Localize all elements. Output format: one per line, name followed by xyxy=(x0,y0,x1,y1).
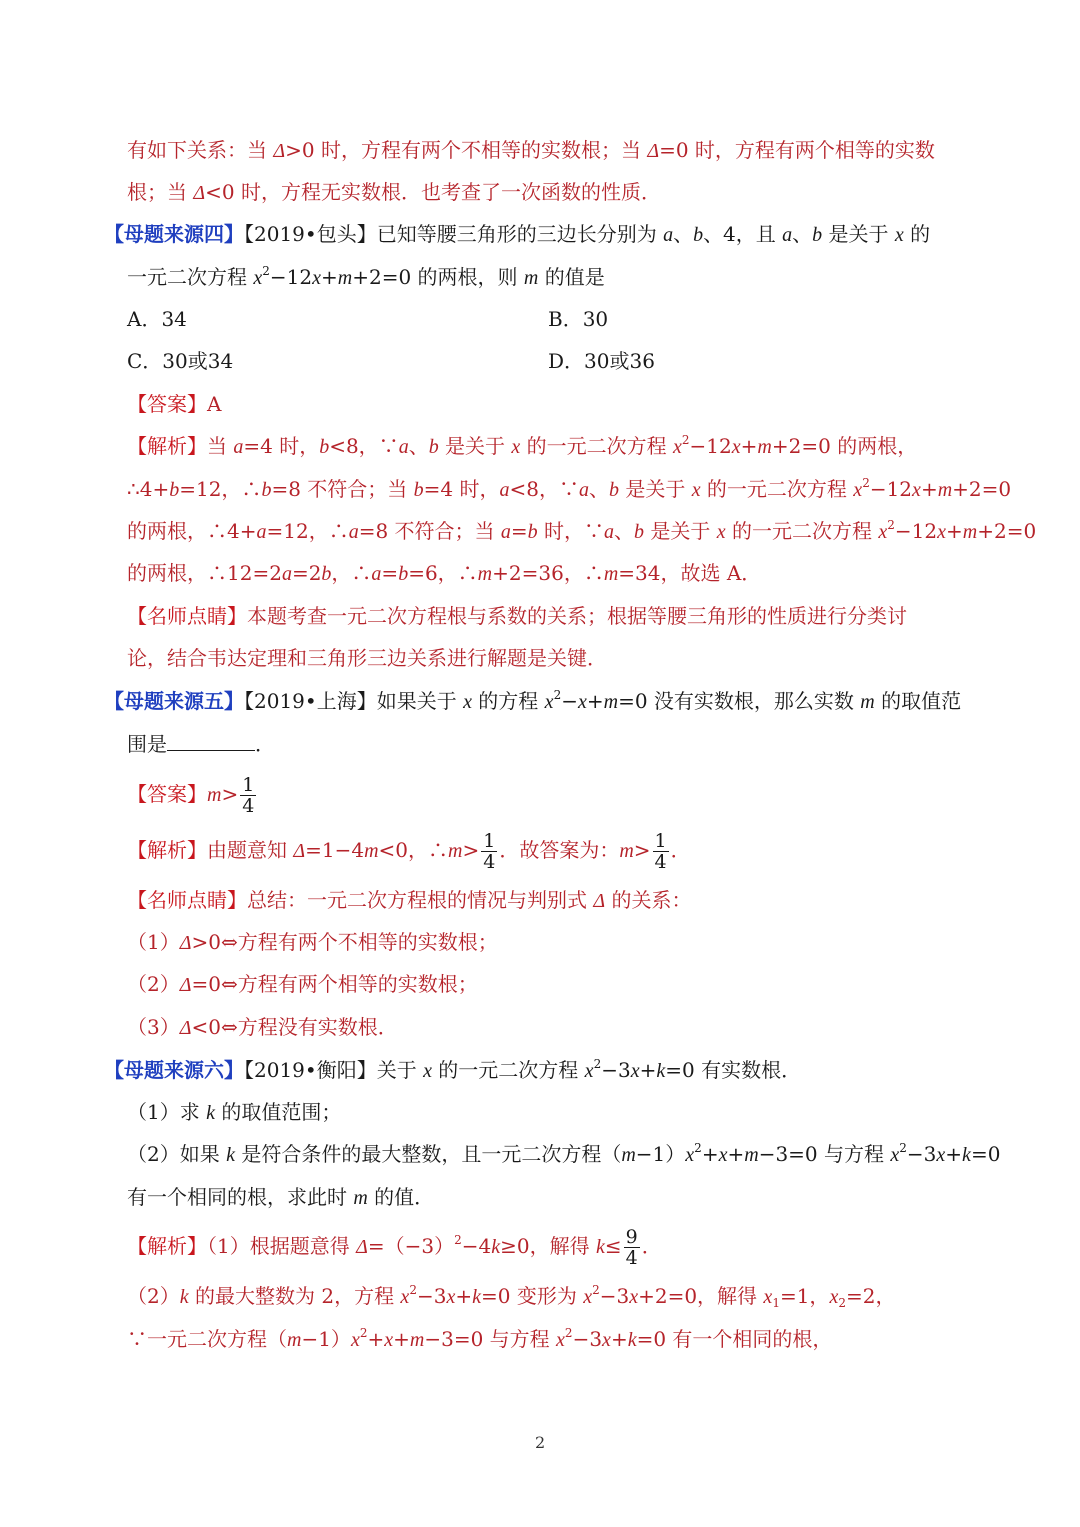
q5-tag: 【母题来源五】 xyxy=(104,689,244,713)
q6-part-2-cont: 有一个相同的根，求此时 m 的值． xyxy=(127,1185,435,1209)
q6-stem: 【母题来源六】【2019•衡阳】关于 x 的一元二次方程 $x^2-3x+k=0$ 有实数根． xyxy=(104,1057,802,1082)
q4-tag: 【母题来源四】 xyxy=(104,222,244,246)
fraction-9-4: $\frac{9}{4}$ xyxy=(625,1226,638,1269)
q4-analysis-line-1: 【解析】当 a=4 时，b<8，∵a、b 是关于 x 的一元二次方程 $x^2-12x+m+2=0$ 的两根， xyxy=(127,433,918,458)
fraction-1-4: $\frac{1}{4}$ xyxy=(654,830,667,873)
q5-case-3: （3）Δ<0⇔方程没有实数根． xyxy=(127,1015,398,1039)
q4-answer-value: A xyxy=(207,392,222,416)
q6-part-1: （1）求 k 的取值范围； xyxy=(127,1100,342,1124)
q4-stem-line-1: 【母题来源四】【2019•包头】已知等腰三角形的三边长分别为 a、b、4，且 a、b 是关于 x 的 xyxy=(104,222,931,246)
q5-case-1: （1）Δ>0⇔方程有两个不相等的实数根； xyxy=(127,930,498,954)
q4-analysis-line-3: 的两根，∴4+a=12，∴a=8 不符合；当 a=b 时，∵a、b 是关于 x 的一元二次方程 $x^2-12x+m+2=0$ xyxy=(127,518,1037,543)
q6-analysis-line-3: ∵一元二次方程$(m-1)x^2+x+m-3=0$ 与方程 $x^2-3x+k=0$ 有一个相同的根， xyxy=(127,1326,833,1351)
q6-analysis-line-2: （2）k 的最大整数为 2，方程 $x^2-3x+k=0$ 变形为 $x^2-3x+2=0$，解得 $x_1=1$，$x_2=2$， xyxy=(127,1283,896,1310)
q4-analysis-line-2: ∴4+b=12，∴b=8 不符合；当 b=4 时，a<8，∵a、b 是关于 x 的一元二次方程 $x^2-12x+m+2=0$ xyxy=(127,476,1012,501)
q4-tip-text-1: 本题考查一元二次方程根与系数的关系；根据等腰三角形的性质进行分类讨 xyxy=(247,604,907,628)
q4-tip-line-2: 论，结合韦达定理和三角形三边关系进行解题是关键． xyxy=(127,646,607,670)
q4-option-b: B．30 xyxy=(548,307,609,331)
q5-stem-line-2: 围是 ． xyxy=(127,732,275,756)
intro-line-1: 有如下关系：当 Δ>0 时，方程有两个不相等的实数根；当 Δ=0 时，方程有两个相等的实数 xyxy=(127,138,935,162)
fraction-1-4: $\frac{1}{4}$ xyxy=(483,830,496,873)
q6-analysis-tag: 【解析】 xyxy=(127,1234,207,1258)
q6-analysis-line-1: 【解析】（1）根据题意得 $\Delta=(-3)^2-4k\ge 0$，解得 k≤ $\frac{9}{4}$ ． xyxy=(127,1226,662,1269)
q5-analysis: 【解析】由题意知 Δ=1−4m<0，∴m> $\frac{1}{4}$ ．故答案为：m> $\frac{1}{4}$ ． xyxy=(127,830,691,873)
q4-option-c: C．30或34 xyxy=(127,349,234,373)
q5-answer: 【答案】m> $\frac{1}{4}$ xyxy=(127,774,255,817)
q6-part-2: （2）如果 k 是符合条件的最大整数，且一元二次方程$(m-1)x^2+x+m-3=0$ 与方程 $x^2-3x+k=0$ xyxy=(127,1141,1001,1166)
q5-case-2: （2）Δ=0⇔方程有两个相等的实数根； xyxy=(127,972,478,996)
page-number: 2 xyxy=(535,1433,546,1452)
q4-analysis-tag: 【解析】 xyxy=(127,434,207,458)
intro-line-2: 根；当 Δ<0 时，方程无实数根．也考查了一次函数的性质． xyxy=(127,180,661,204)
q4-answer xyxy=(127,389,221,419)
q4-option-d: D．30或36 xyxy=(548,349,655,373)
q4-answer-tag: 【答案】 xyxy=(127,392,207,416)
q5-tip-tag: 【名师点睛】 xyxy=(127,888,247,912)
q4-tip-line-1 xyxy=(127,601,907,631)
q4-analysis-line-4: 的两根，∴12=2a=2b，∴a=b=6，∴m+2=36，∴m=34，故选 A． xyxy=(127,561,762,585)
q4-stem-line-2: 一元二次方程 $x^2-12x+m+2=0$ 的两根，则 m 的值是 xyxy=(127,264,605,289)
q5-answer-blank xyxy=(167,730,255,751)
q5-source: 【2019•上海】 xyxy=(244,689,377,713)
q4-tip-tag: 【名师点睛】 xyxy=(127,604,247,628)
q4-source: 【2019•包头】 xyxy=(244,222,377,246)
q6-source: 【2019•衡阳】 xyxy=(244,1058,377,1082)
q4-option-a: A．34 xyxy=(127,307,187,331)
q5-stem-line-1: 【母题来源五】【2019•上海】如果关于 x 的方程 $x^2-x+m=0$ 没有实数根，那么实数 m 的取值范 xyxy=(104,688,962,713)
q5-tip: 【名师点睛】总结：一元二次方程根的情况与判别式 Δ 的关系： xyxy=(127,888,692,912)
q6-tag: 【母题来源六】 xyxy=(104,1058,244,1082)
q5-analysis-tag: 【解析】 xyxy=(127,838,207,862)
q5-answer-tag: 【答案】 xyxy=(127,782,207,806)
fraction-1-4: $\frac{1}{4}$ xyxy=(242,774,255,817)
